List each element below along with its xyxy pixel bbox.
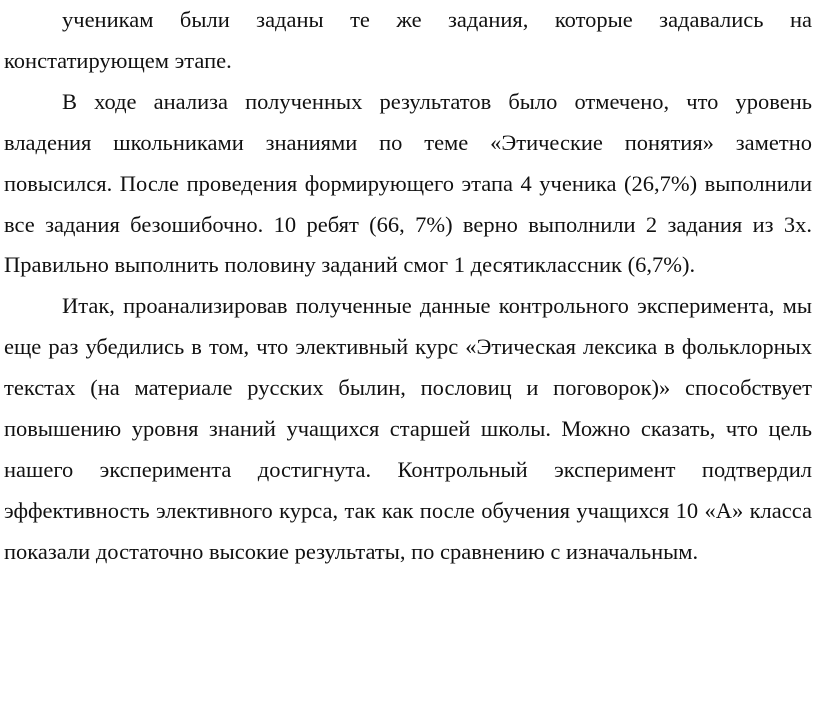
paragraph-analysis-results: В ходе анализа полученных результатов было отмечено, что уровень владения школьниками знаниями по теме «Этические понятия» заметно повысился. После проведения формирующего этапа 4 ученика (26,7%) выполнили все задания безошибочно. 10 ребят (66, 7%) верно выполнили 2 задания из 3х. Правильно выполнить половину заданий смог 1 десятиклассник (6,7%). bbox=[4, 88, 812, 278]
paragraph-conclusion: Итак, проанализировав полученные данные контрольного эксперимента, мы еще раз убедились в том, что элективный курс «Этическая лексика в фольклорных текстах (на материале русских былин, пословиц и поговорок)» способствует повышению уровня знаний учащихся старшей школы. Можно сказать, что цель нашего эксперимента достигнута. Контрольный эксперимент подтвердил эффективность элективного курса, так как после обучения учащихся 10 «А» класса показали достаточно высокие результаты, по сравнению с изначальным. bbox=[4, 293, 812, 564]
paragraph-continuation: ученикам были заданы те же задания, которые задавались на констатирующем этапе. bbox=[4, 7, 812, 73]
document-body bbox=[4, 0, 812, 573]
